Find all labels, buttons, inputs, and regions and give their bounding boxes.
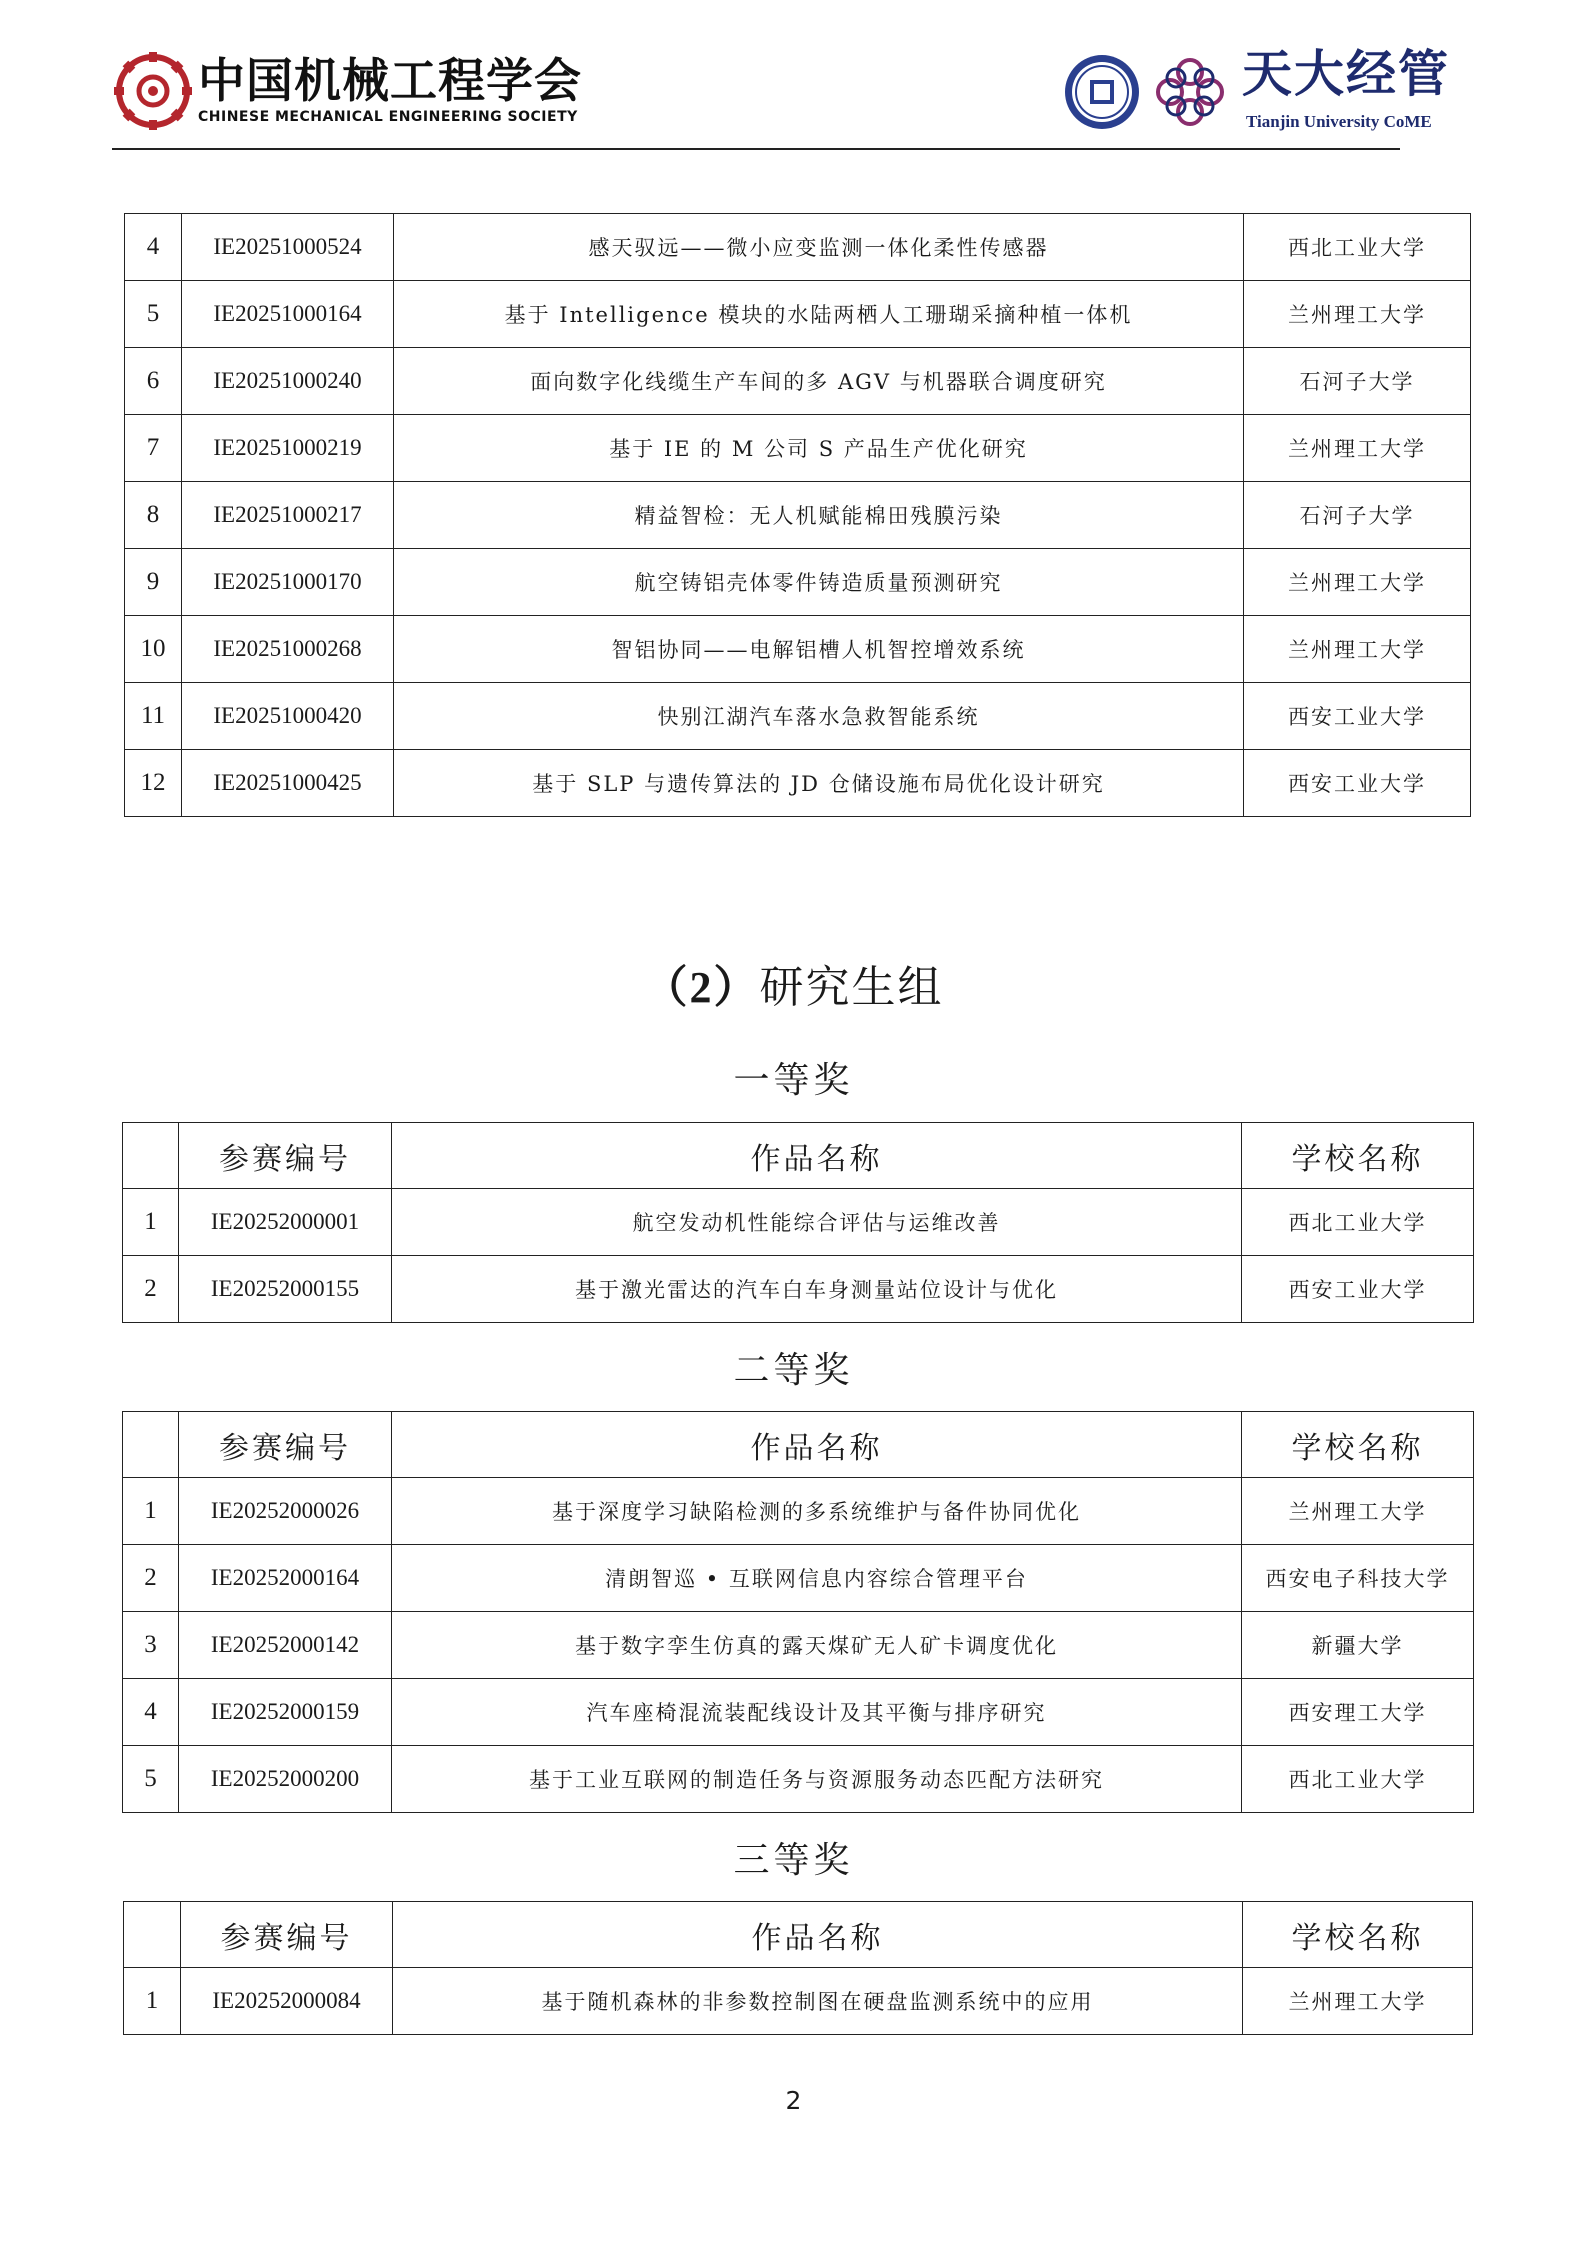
school-name: 兰州理工大学 [1244,616,1471,683]
row-number: 9 [125,549,182,616]
table-row [123,1545,1474,1612]
entry-code: IE20251000420 [182,683,394,750]
row-number: 2 [123,1545,179,1612]
section-heading-graduate [0,951,1587,1015]
table-row [123,1679,1474,1746]
school-name: 兰州理工大学 [1244,415,1471,482]
school-name: 西安工业大学 [1242,1256,1474,1323]
row-number: 3 [123,1612,179,1679]
tju-come-name-en: Tianjin University CoME [1246,112,1432,131]
header-cell-school: 学校名称 [1242,1123,1474,1189]
third-prize-table [123,1901,1473,2035]
tianjin-university-seal-icon [1062,52,1142,132]
header-cell-title: 作品名称 [393,1902,1243,1968]
header-cell-school: 学校名称 [1242,1412,1474,1478]
row-number: 5 [123,1746,179,1813]
work-title: 汽车座椅混流装配线设计及其平衡与排序研究 [392,1679,1242,1746]
work-title: 清朗智巡 • 互联网信息内容综合管理平台 [392,1545,1242,1612]
entry-code: IE20251000170 [182,549,394,616]
work-title: 航空铸铝壳体零件铸造质量预测研究 [394,549,1244,616]
entry-code: IE20252000155 [179,1256,392,1323]
work-title: 快别江湖汽车落水急救智能系统 [394,683,1244,750]
entry-code: IE20251000524 [182,214,394,281]
row-number: 4 [123,1679,179,1746]
section-title-text: 研究生组 [759,962,944,1013]
school-name: 兰州理工大学 [1242,1478,1474,1545]
work-title: 基于数字孪生仿真的露天煤矿无人矿卡调度优化 [392,1612,1242,1679]
table-row [125,415,1471,482]
undergrad-award-table-continued [124,213,1471,817]
entry-code: IE20252000026 [179,1478,392,1545]
school-name: 西安理工大学 [1242,1679,1474,1746]
table-row [125,214,1471,281]
school-name: 西北工业大学 [1244,214,1471,281]
page-header [0,0,1587,150]
school-name: 石河子大学 [1244,348,1471,415]
school-name: 西安电子科技大学 [1242,1545,1474,1612]
work-title: 基于 SLP 与遗传算法的 JD 仓储设施布局优化设计研究 [394,750,1244,817]
header-cell-number [123,1412,179,1478]
work-title: 基于 IE 的 M 公司 S 产品生产优化研究 [394,415,1244,482]
header-cell-code: 参赛编号 [179,1123,392,1189]
school-name: 新疆大学 [1242,1612,1474,1679]
header-cell-code: 参赛编号 [179,1412,392,1478]
third-prize-title: 三等奖 [733,1840,854,1881]
second-prize-table [122,1411,1474,1813]
school-name: 兰州理工大学 [1243,1968,1473,2035]
row-number: 4 [125,214,182,281]
table-row [125,348,1471,415]
work-title: 基于激光雷达的汽车白车身测量站位设计与优化 [392,1256,1242,1323]
cmes-gear-logo-icon [112,50,194,132]
table-row [123,1612,1474,1679]
row-number: 11 [125,683,182,750]
header-cell-title: 作品名称 [392,1123,1242,1189]
table-row [125,281,1471,348]
entry-code: IE20252000164 [179,1545,392,1612]
tju-come-flower-logo-icon [1150,52,1230,132]
school-name: 兰州理工大学 [1244,549,1471,616]
school-name: 兰州理工大学 [1244,281,1471,348]
school-name: 西北工业大学 [1242,1189,1474,1256]
entry-code: IE20252000159 [179,1679,392,1746]
row-number: 8 [125,482,182,549]
row-number: 1 [124,1968,181,2035]
work-title: 智铝协同——电解铝槽人机智控增效系统 [394,616,1244,683]
table-row [125,683,1471,750]
table-header-row [123,1412,1474,1478]
header-cell-number [123,1123,179,1189]
cmes-name-cn: 中国机械工程学会 [198,54,582,109]
work-title: 感天驭远——微小应变监测一体化柔性传感器 [394,214,1244,281]
work-title: 基于工业互联网的制造任务与资源服务动态匹配方法研究 [392,1746,1242,1813]
entry-code: IE20252000142 [179,1612,392,1679]
table-row [123,1478,1474,1545]
work-title: 面向数字化线缆生产车间的多 AGV 与机器联合调度研究 [394,348,1244,415]
header-divider [112,148,1400,150]
tju-come-name-cn: 天大经管 [1242,44,1450,103]
row-number: 12 [125,750,182,817]
row-number: 2 [123,1256,179,1323]
entry-code: IE20251000164 [182,281,394,348]
header-cell-school: 学校名称 [1243,1902,1473,1968]
page-number: 2 [785,2086,802,2115]
section-number: （2） [643,963,760,1012]
entry-code: IE20251000268 [182,616,394,683]
school-name: 西北工业大学 [1242,1746,1474,1813]
work-title: 基于随机森林的非参数控制图在硬盘监测系统中的应用 [393,1968,1243,2035]
entry-code: IE20251000219 [182,415,394,482]
row-number: 6 [125,348,182,415]
row-number: 7 [125,415,182,482]
cmes-name-en: CHINESE MECHANICAL ENGINEERING SOCIETY [198,109,578,125]
table-header-row [123,1123,1474,1189]
table-row [123,1256,1474,1323]
row-number: 1 [123,1189,179,1256]
second-prize-title: 二等奖 [733,1350,854,1391]
table-row [123,1189,1474,1256]
first-prize-table [122,1122,1474,1323]
work-title: 基于 Intelligence 模块的水陆两栖人工珊瑚采摘种植一体机 [394,281,1244,348]
header-cell-title: 作品名称 [392,1412,1242,1478]
table-row [125,549,1471,616]
header-cell-number [124,1902,181,1968]
school-name: 西安工业大学 [1244,750,1471,817]
table-row [125,482,1471,549]
table-row [123,1746,1474,1813]
row-number: 1 [123,1478,179,1545]
school-name: 石河子大学 [1244,482,1471,549]
table-header-row [124,1902,1473,1968]
entry-code: IE20251000217 [182,482,394,549]
entry-code: IE20252000084 [181,1968,393,2035]
school-name: 西安工业大学 [1244,683,1471,750]
header-cell-code: 参赛编号 [181,1902,393,1968]
table-row [124,1968,1473,2035]
entry-code: IE20252000001 [179,1189,392,1256]
work-title: 基于深度学习缺陷检测的多系统维护与备件协同优化 [392,1478,1242,1545]
row-number: 5 [125,281,182,348]
table-row [125,616,1471,683]
table-row [125,750,1471,817]
row-number: 10 [125,616,182,683]
entry-code: IE20252000200 [179,1746,392,1813]
entry-code: IE20251000425 [182,750,394,817]
entry-code: IE20251000240 [182,348,394,415]
work-title: 精益智检：无人机赋能棉田残膜污染 [394,482,1244,549]
first-prize-title: 一等奖 [733,1060,854,1101]
work-title: 航空发动机性能综合评估与运维改善 [392,1189,1242,1256]
